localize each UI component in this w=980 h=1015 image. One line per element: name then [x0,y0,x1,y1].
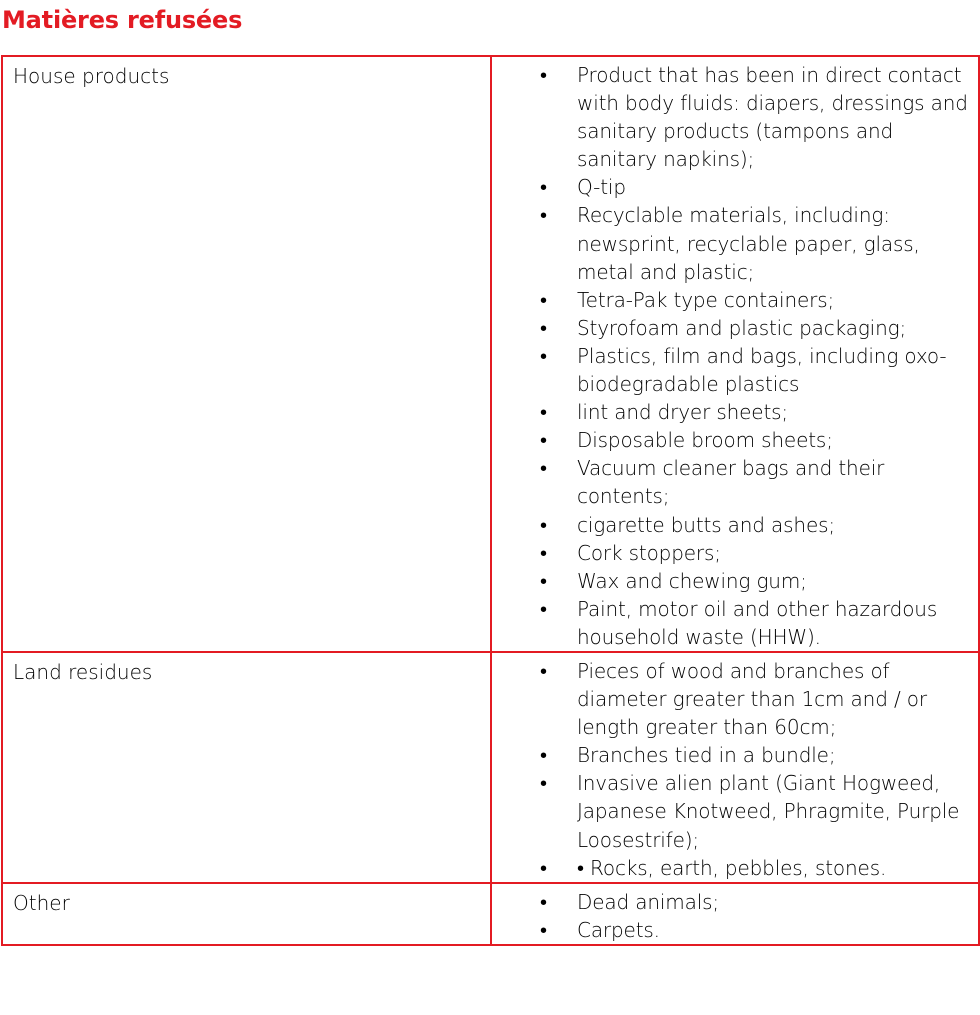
list-item [492,595,978,651]
category-label: Other [13,890,70,915]
list-item [492,61,978,173]
list-item-text: cigarette butts and ashes; [577,512,835,537]
list-item [492,539,978,567]
list-item-text: Pieces of wood and branches of diameter greater than 1cm and / or length greater than 60cm; [577,658,927,740]
bullet-icon: • [540,889,547,914]
list-item [492,398,978,426]
items-cell [491,883,979,945]
list-item-text: Dead animals; [577,889,720,914]
list-item-text: Product that has been in direct contact with body fluids: diapers, dressings and sanitary products (tampons and sanitary napkins); [577,63,968,172]
item-list [492,657,978,882]
list-item-text: Carpets. [577,917,660,942]
list-item-text: Paint, motor oil and other hazardous household waste (HHW). [577,596,938,649]
list-item-text: Recyclable materials, including: newsprint, recyclable paper, glass, metal and plastic; [577,203,920,284]
items-cell [491,56,979,652]
list-item-text: Styrofoam and plastic packaging; [577,315,907,340]
bullet-icon: • [540,175,547,200]
items-cell [491,652,979,883]
category-cell [2,56,491,652]
list-item-text: lint and dryer sheets; [577,400,789,425]
bullet-icon: • [540,771,547,796]
category-cell [2,883,491,945]
list-item-text: Tetra-Pak type containers; [577,287,835,312]
category-label: House products [13,64,170,88]
page-title: Matières refusées [2,6,243,34]
bullet-icon: • [540,658,547,683]
list-item [492,201,978,285]
bullet-icon: • [540,343,547,368]
bullet-icon: • [540,855,547,880]
bullet-icon: • [540,596,547,621]
list-item [492,426,978,454]
list-item [492,888,978,916]
bullet-icon: • [540,287,547,312]
list-item [492,454,978,510]
list-item-text: Plastics, film and bags, including oxo-biodegradable plastics [577,343,947,397]
item-list [492,61,978,651]
bullet-icon: • [540,568,547,593]
list-item-text: Branches tied in a bundle; [577,743,836,768]
list-item-text: Q-tip [577,175,626,200]
list-item [492,769,978,853]
list-item-text: Wax and chewing gum; [577,568,807,593]
bullet-icon: • [540,456,547,481]
bullet-icon: • [540,315,547,340]
list-item [492,173,978,201]
list-item [492,741,978,769]
list-item [492,342,978,398]
table-row [2,883,979,945]
list-item [492,286,978,314]
table-row [2,56,979,652]
list-item-text: Cork stoppers; [577,540,721,565]
table-body [2,56,979,945]
list-item [492,916,978,944]
list-item [492,854,978,882]
refused-materials-table [1,55,980,946]
list-item [492,314,978,342]
list-item [492,657,978,741]
category-cell [2,652,491,883]
category-label: Land residues [13,659,153,684]
bullet-icon: • [540,540,547,565]
bullet-icon: • [540,428,547,453]
bullet-icon: • [540,400,547,425]
list-item-text: • Rocks, earth, pebbles, stones. [577,855,887,880]
table-row [2,652,979,883]
bullet-icon: • [540,743,547,768]
list-item-text: Disposable broom sheets; [577,428,833,453]
item-list [492,888,978,944]
bullet-icon: • [540,203,547,228]
bullet-icon: • [540,917,547,942]
list-item-text: Invasive alien plant (Giant Hogweed, Japanese Knotweed, Phragmite, Purple Loosestrife); [577,771,960,852]
list-item-text: Vacuum cleaner bags and their contents; [577,456,885,509]
bullet-icon: • [540,512,547,537]
bullet-icon: • [540,63,547,87]
list-item [492,511,978,539]
list-item [492,567,978,595]
